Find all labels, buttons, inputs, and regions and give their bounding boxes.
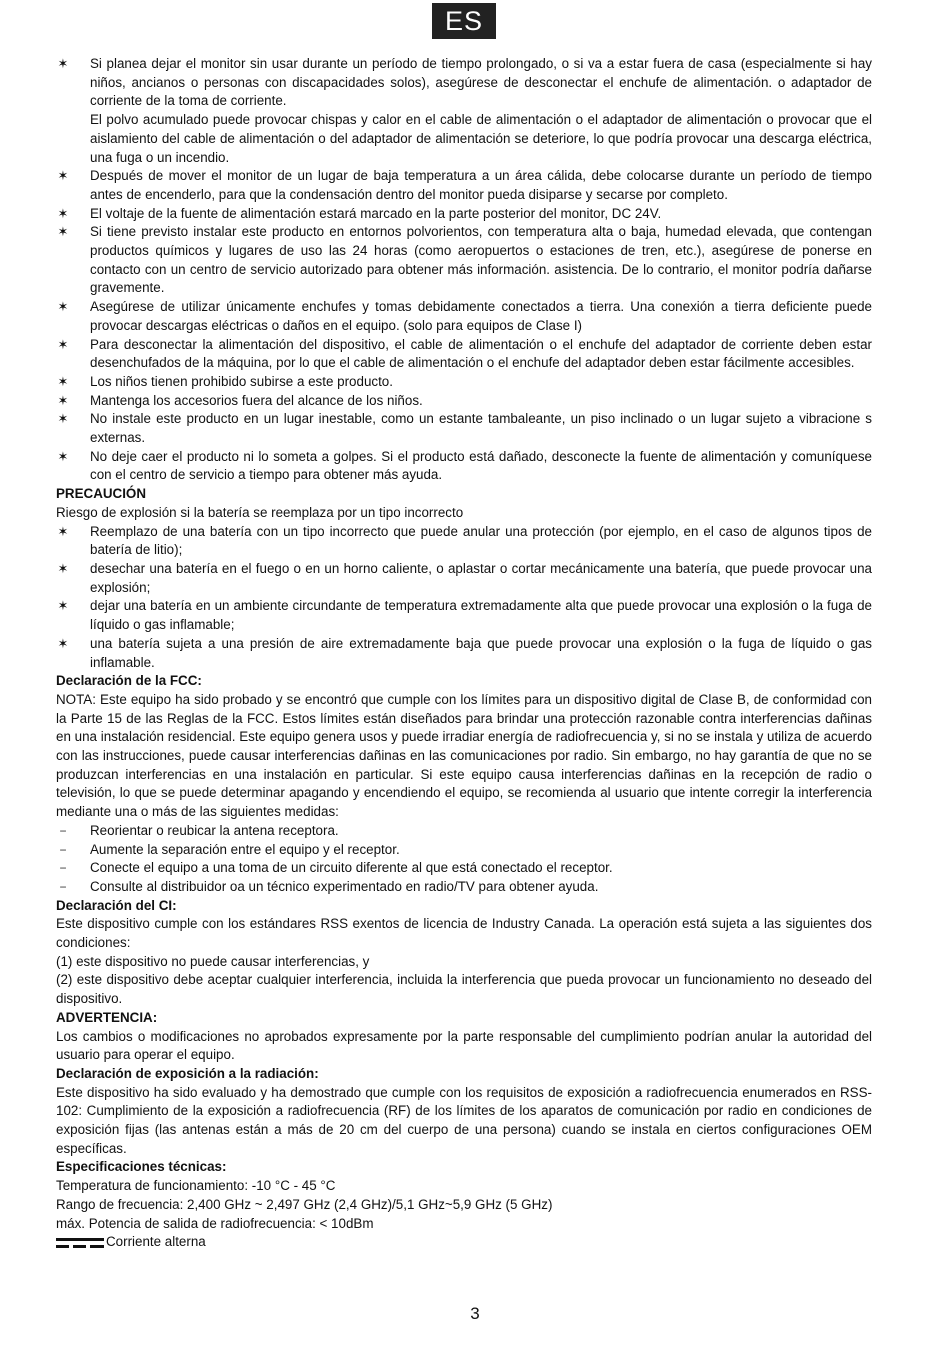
measure-text: Conecte el equipo a una toma de un circuito diferente al que está conectado el receptor. xyxy=(90,860,613,876)
bullet-star-icon: ✶ xyxy=(57,336,69,352)
bullet-text: Mantenga los accesorios fuera del alcance de los niños. xyxy=(90,392,423,408)
ic-condition-1: (1) este dispositivo no puede causar interferencias, y xyxy=(56,953,370,969)
list-item xyxy=(56,373,872,392)
dash-bullet-icon: − xyxy=(59,842,67,857)
bullet-star-icon: ✶ xyxy=(57,523,69,539)
bullet-star-icon: ✶ xyxy=(57,635,69,651)
ac-legend-label: Corriente alterna xyxy=(106,1234,206,1250)
dash-bullet-icon: − xyxy=(59,823,67,838)
measure-text: Aumente la separación entre el equipo y el receptor. xyxy=(90,841,400,857)
ac-legend xyxy=(56,1233,872,1252)
bullet-text: Después de mover el monitor de un lugar de baja temperatura a un área cálida, debe colocarse durante un período de tiempo antes de encenderlo, para que la condensación dentro del monitor pueda disiparse y secarse por completo. xyxy=(90,168,872,202)
list-item xyxy=(56,392,872,411)
bullet-text: Si planea dejar el monitor sin usar durante un período de tiempo prolongado, o si va a estar fuera de casa (especialmente si hay niños, ancianos o personas con discapacidades solos), asegúrese de desconectar el enchufe de alimentación. o adaptador de corriente de la toma de corriente. El polvo acumulado puede provocar chispas y calor en el cable de alimentación o el adaptador de alimentación o provocar que el aislamiento del cable de alimentación o del adaptador de alimentación se deteriore, lo que podría provocar una descarga eléctrica, una fuga o un incendio. xyxy=(90,56,872,165)
list-item xyxy=(56,859,872,878)
spec-rf-power: máx. Potencia de salida de radiofrecuencia: < 10dBm xyxy=(56,1215,374,1231)
precaution-intro: Riesgo de explosión si la batería se reemplaza por un tipo incorrecto xyxy=(56,504,464,520)
page-number: 3 xyxy=(470,1304,480,1323)
bullet-text: dejar una batería en un ambiente circundante de temperatura extremadamente alta que puede provocar una explosión o la fuga de líquido o gas inflamable; xyxy=(90,598,872,633)
page-content xyxy=(56,55,872,1252)
ac-symbol-icon xyxy=(56,1237,104,1249)
list-item xyxy=(56,635,872,672)
bullet-text: No instale este producto en un lugar inestable, como un estante tambaleante, un piso inclinado o un lugar sujeto a vibracione s externas. xyxy=(90,411,872,446)
bullet-star-icon: ✶ xyxy=(57,56,69,71)
dash-bullet-icon: − xyxy=(59,861,67,876)
measure-text: Consulte al distribuidor oa un técnico experimentado en radio/TV para obtener ayuda. xyxy=(90,878,599,894)
bullet-star-icon: ✶ xyxy=(57,392,69,408)
bullet-text: Para desconectar la alimentación del dispositivo, el cable de alimentación o el enchufe del adaptador de corriente deben estar desenchufados de la máquina, por lo que el cable de alimentación o el enchufe del adaptador deben estar fácilmente accesibles. xyxy=(90,336,872,371)
list-item xyxy=(56,298,872,335)
list-item xyxy=(56,205,872,224)
radiation-heading: Declaración de exposición a la radiación: xyxy=(56,1065,319,1081)
list-item xyxy=(56,223,872,298)
warning-heading: ADVERTENCIA: xyxy=(56,1009,158,1025)
bullet-star-icon: ✶ xyxy=(57,373,69,389)
safety-bullet-list xyxy=(56,55,872,485)
dash-bullet-icon: − xyxy=(59,879,67,894)
bullet-star-icon: ✶ xyxy=(57,411,69,427)
bullet-text: Los niños tienen prohibido subirse a este producto. xyxy=(90,373,393,389)
list-item xyxy=(56,167,872,204)
bullet-text: Asegúrese de utilizar únicamente enchufes y tomas debidamente conectados a tierra. Una conexión a tierra deficiente puede provocar descargas eléctricas o daños en el equipo. (solo para equipos de Clase I) xyxy=(90,299,872,333)
bullet-star-icon: ✶ xyxy=(57,224,69,240)
bullet-star-icon: ✶ xyxy=(57,205,69,221)
ic-heading: Declaración del CI: xyxy=(56,897,177,913)
precaution-heading: PRECAUCIÓN xyxy=(56,486,147,502)
bullet-text: Si tiene previsto instalar este producto en entornos polvorientos, con temperatura alta o baja, humedad elevada, que contengan productos químicos y lugares de uso las 24 horas (como aeropuertos o estaciones de tren, etc.), asegúrese de ponerse en contacto con un centro de servicio autorizado para obtener más información. asistencia. De lo contrario, el monitor podría dañarse gravemente. xyxy=(90,224,872,296)
spec-temperature: Temperatura de funcionamiento: -10 °C - 45 °C xyxy=(56,1178,336,1194)
list-item xyxy=(56,523,872,560)
precaution-bullet-list xyxy=(56,523,872,673)
bullet-text: Reemplazo de una batería con un tipo incorrecto que puede anular una protección (por ejemplo, en el caso de algunos tipos de batería de litio); xyxy=(90,523,872,558)
fcc-heading: Declaración de la FCC: xyxy=(56,673,202,689)
list-item xyxy=(56,878,872,897)
radiation-body: Este dispositivo ha sido evaluado y ha demostrado que cumple con los requisitos de exposición a radiofrecuencia enumerados en RSS-102: Cumplimiento de la exposición a radiofrecuencia (RF) de los límites de los aparatos de comunicación por radio en condiciones de exposición fijas (las antenas están a más de 20 cm del cuerpo de una persona) cuando se instala en ciertos configuraciones OEM específicas. xyxy=(56,1084,872,1156)
list-item xyxy=(56,841,872,860)
fcc-body: NOTA: Este equipo ha sido probado y se encontró que cumple con los límites para un dispositivo digital de Clase B, de conformidad con la Parte 15 de las Reglas de la FCC. Estos límites están diseñados para brindar una protección razonable contra interferencias dañinas en una instalación residencial. Este equipo genera usos y puede irradiar energía de radiofrecuencia y, si no se instala y utiliza de acuerdo con las instrucciones, puede causar interferencias dañinas en las comunicaciones por radio. Sin embargo, no hay garantía de que no se produzcan interferencias en una instalación en particular. Si este equipo causa interferencias dañinas en la recepción de radio o televisión, lo que se puede determinar apagando y encendiendo el equipo, se recomienda al usuario que intente corregir la interferencia mediante una o más de las siguientes medidas: xyxy=(56,691,872,820)
specs-heading: Especificaciones técnicas: xyxy=(56,1159,227,1175)
list-item xyxy=(56,448,872,485)
list-item xyxy=(56,822,872,841)
bullet-text: desechar una batería en el fuego o en un horno caliente, o aplastar o cortar mecánicamente una batería, que puede provocar una explosión; xyxy=(90,560,872,595)
bullet-text: El voltaje de la fuente de alimentación estará marcado en la parte posterior del monitor, DC 24V. xyxy=(90,205,662,221)
bullet-text: No deje caer el producto ni lo someta a golpes. Si el producto está dañado, desconecte la fuente de alimentación y comuníquese con el centro de servicio a tiempo para obtener más ayuda. xyxy=(90,448,872,483)
list-item xyxy=(56,410,872,447)
ic-body: Este dispositivo cumple con los estándares RSS exentos de licencia de Industry Canada. La operación está sujeta a las siguientes dos condiciones: xyxy=(56,916,872,951)
spec-frequency: Rango de frecuencia: 2,400 GHz ~ 2,497 GHz (2,4 GHz)/5,1 GHz~5,9 GHz (5 GHz) xyxy=(56,1196,553,1212)
language-badge: ES xyxy=(432,3,496,39)
bullet-star-icon: ✶ xyxy=(57,299,69,315)
list-item xyxy=(56,55,872,167)
list-item xyxy=(56,336,872,373)
list-item xyxy=(56,597,872,634)
bullet-star-icon: ✶ xyxy=(57,598,69,614)
bullet-text: una batería sujeta a una presión de aire extremadamente baja que puede provocar una explosión o la fuga de líquido o gas inflamable. xyxy=(90,635,872,670)
bullet-star-icon: ✶ xyxy=(57,560,69,576)
list-item xyxy=(56,560,872,597)
bullet-star-icon: ✶ xyxy=(57,168,69,184)
ic-condition-2: (2) este dispositivo debe aceptar cualquier interferencia, incluida la interferencia que pueda provocar un funcionamiento no deseado del dispositivo. xyxy=(56,972,872,1007)
fcc-measures-list xyxy=(56,822,872,897)
warning-body: Los cambios o modificaciones no aprobados expresamente por la parte responsable del cumplimiento podrían anular la autoridad del usuario para operar el equipo. xyxy=(56,1028,872,1063)
bullet-star-icon: ✶ xyxy=(57,448,69,464)
measure-text: Reorientar o reubicar la antena receptora. xyxy=(90,822,339,838)
